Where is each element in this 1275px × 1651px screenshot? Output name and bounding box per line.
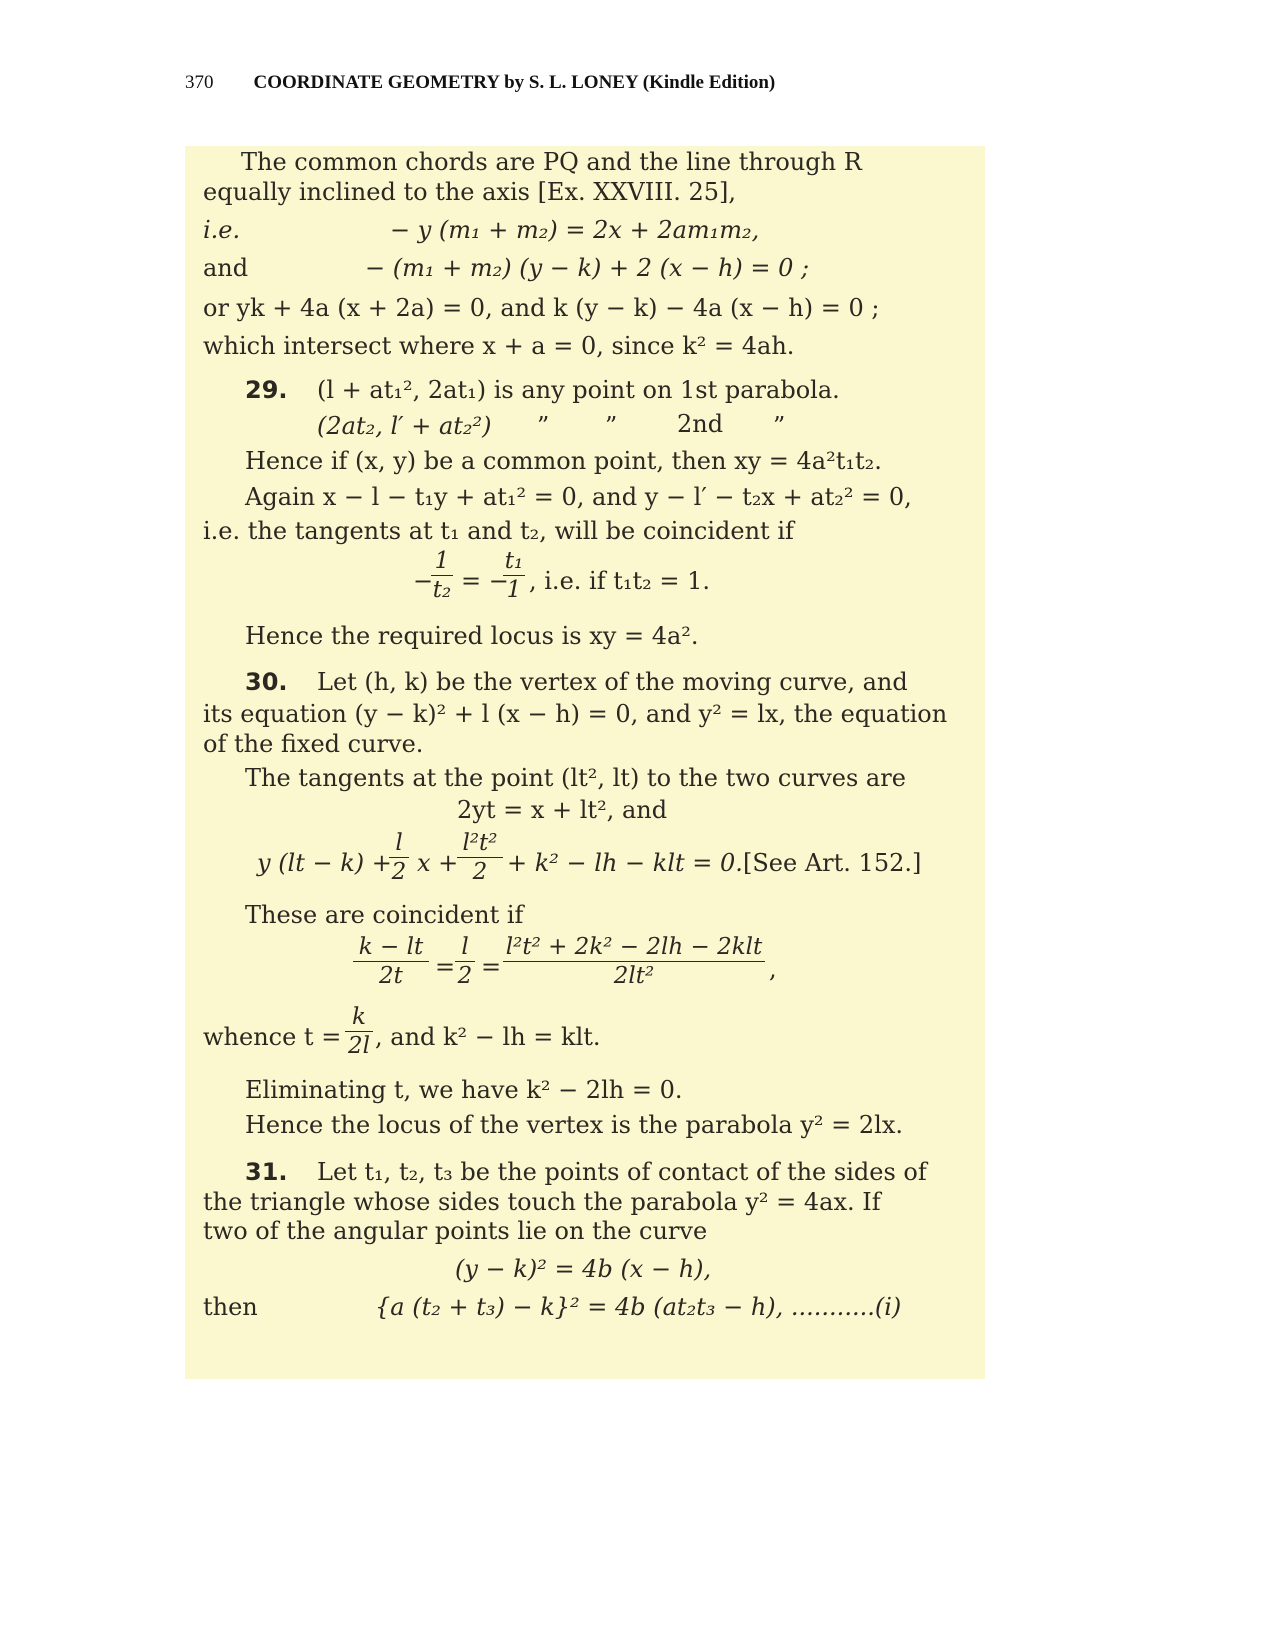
text-line: Let t₁, t₂, t₃ be the points of contact of the sides of	[317, 1158, 927, 1186]
equation: whence t =	[203, 1023, 342, 1051]
numerator: t₁	[504, 548, 524, 574]
denominator: 2t	[379, 963, 403, 989]
ditto-mark: ”	[773, 412, 786, 440]
equation: x +	[417, 849, 459, 877]
text-line: (l + at₁², 2at₁) is any point on 1st parabola.	[317, 376, 840, 404]
fraction	[455, 934, 475, 989]
numerator: k	[352, 1004, 366, 1030]
math-symbol: =	[435, 953, 456, 981]
denominator: 2	[472, 859, 488, 885]
text-line: The common chords are PQ and the line through R	[241, 148, 862, 176]
fraction	[503, 934, 765, 989]
running-header	[185, 72, 775, 94]
math-symbol: −	[413, 567, 434, 595]
text-line: i.e. the tangents at t₁ and t₂, will be coincident if	[203, 517, 794, 545]
fraction	[457, 830, 503, 885]
text-line: the triangle whose sides touch the parabola y² = 4ax. If	[203, 1188, 881, 1216]
math-symbol: ,	[769, 955, 777, 983]
equation: + k² − lh − klt = 0.	[507, 849, 743, 877]
denominator: 2	[457, 963, 473, 989]
equation: (y − k)² = 4b (x − h),	[455, 1255, 712, 1283]
text-line: which intersect where x + a = 0, since k² = 4ah.	[203, 332, 795, 360]
ditto-mark: ”	[537, 412, 550, 440]
text-line: and	[203, 254, 249, 282]
fraction	[353, 934, 429, 989]
equation: − (m₁ + m₂) (y − k) + 2 (x − h) = 0 ;	[365, 254, 810, 282]
text-line: These are coincident if	[245, 901, 524, 929]
text-line: its equation (y − k)² + l (x − h) = 0, and y² = lx, the equation	[203, 700, 948, 728]
math-symbol: =	[481, 953, 502, 981]
text-line: i.e.	[203, 216, 241, 244]
text-line: two of the angular points lie on the curve	[203, 1217, 708, 1245]
fraction	[503, 548, 525, 603]
text-line: (2at₂, l′ + at₂²)	[317, 412, 492, 440]
denominator: 1	[506, 577, 522, 603]
equation: y (lt − k) +	[257, 849, 392, 877]
numerator: k − lt	[358, 934, 424, 960]
numerator: l²t² + 2k² − 2lh − 2klt	[505, 934, 763, 960]
exercise-number: 30.	[245, 668, 288, 696]
text-line: Hence the required locus is xy = 4a².	[245, 622, 699, 650]
fraction	[431, 548, 453, 603]
equation: , and k² − lh = klt.	[375, 1023, 601, 1051]
equation: − y (m₁ + m₂) = 2x + 2am₁m₂,	[390, 216, 760, 244]
denominator: 2	[391, 859, 407, 885]
ditto-mark: ”	[605, 412, 618, 440]
denominator: 2lt²	[613, 963, 655, 989]
fraction	[345, 1004, 373, 1059]
text-line: 2nd	[677, 410, 724, 438]
scanned-page	[185, 146, 985, 1379]
reference: [See Art. 152.]	[743, 849, 922, 877]
numerator: l	[395, 830, 403, 856]
page-number: 370	[185, 72, 214, 93]
exercise-number: 29.	[245, 376, 288, 404]
equation: {a (t₂ + t₃) − k}² = 4b (at₂t₃ − h), ...........(i)	[375, 1293, 902, 1321]
numerator: l²t²	[462, 830, 498, 856]
book-title: COORDINATE GEOMETRY by S. L. LONEY (Kindle Edition)	[253, 72, 776, 93]
numerator: 1	[434, 548, 450, 574]
text-line: The tangents at the point (lt², lt) to the two curves are	[245, 764, 906, 792]
text-line: then	[203, 1293, 258, 1321]
math-symbol: = −	[461, 567, 509, 595]
text-line: Again x − l − t₁y + at₁² = 0, and y − l′ − t₂x + at₂² = 0,	[245, 483, 912, 511]
text-line: equally inclined to the axis [Ex. XXVIII. 25],	[203, 178, 736, 206]
denominator: 2l	[348, 1033, 370, 1059]
text-line: Hence if (x, y) be a common point, then xy = 4a²t₁t₂.	[245, 447, 882, 475]
text-line: Eliminating t, we have k² − 2lh = 0.	[245, 1076, 683, 1104]
numerator: l	[461, 934, 469, 960]
fraction	[389, 830, 409, 885]
equation: , i.e. if t₁t₂ = 1.	[529, 567, 711, 595]
text-line: of the fixed curve.	[203, 730, 424, 758]
text-line: Hence the locus of the vertex is the parabola y² = 2lx.	[245, 1111, 903, 1139]
exercise-number: 31.	[245, 1158, 288, 1186]
equation: 2yt = x + lt², and	[457, 796, 668, 824]
text-line: Let (h, k) be the vertex of the moving curve, and	[317, 668, 908, 696]
denominator: t₂	[432, 577, 452, 603]
text-line: or yk + 4a (x + 2a) = 0, and k (y − k) − 4a (x − h) = 0 ;	[203, 294, 880, 322]
